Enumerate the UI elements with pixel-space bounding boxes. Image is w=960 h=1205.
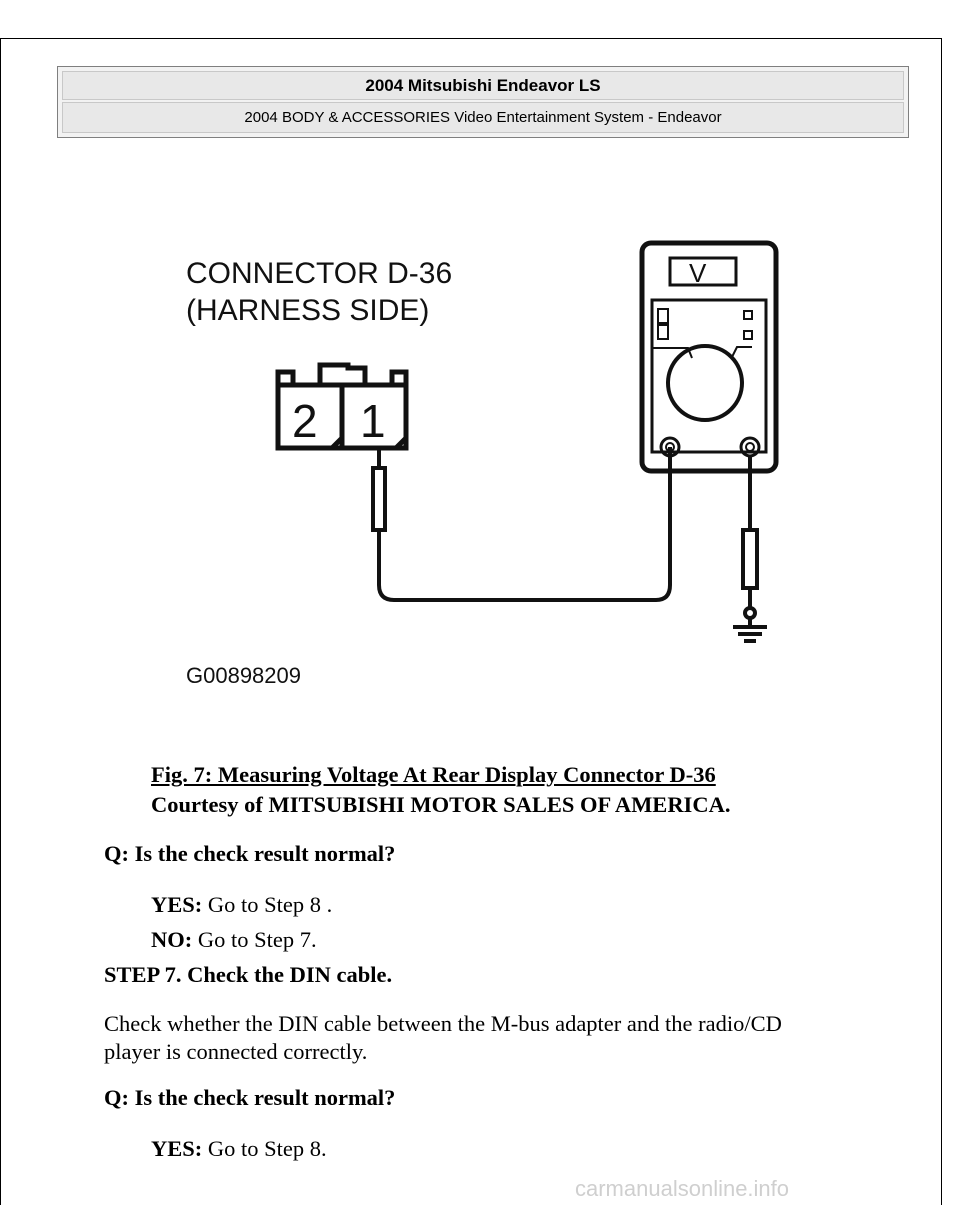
body-line-1: Check whether the DIN cable between the M-bus adapter and the radio/CD bbox=[104, 1011, 782, 1036]
figure-label-line1: CONNECTOR D-36 bbox=[186, 257, 453, 290]
no-label: NO: bbox=[151, 927, 193, 952]
yes-text: Go to Step 8. bbox=[202, 1136, 327, 1161]
connector-pin-2: 2 bbox=[292, 395, 318, 447]
document-header bbox=[57, 66, 909, 138]
figure-caption bbox=[151, 760, 730, 820]
step-7-heading: STEP 7. Check the DIN cable. bbox=[104, 962, 393, 987]
watermark: carmanualsonline.info bbox=[575, 1176, 790, 1201]
figure-label-line2: (HARNESS SIDE) bbox=[186, 294, 430, 327]
no-text: Go to Step 7. bbox=[192, 927, 317, 952]
question-1: Q: Is the check result normal? bbox=[104, 841, 396, 866]
ground-lead bbox=[733, 456, 767, 641]
figure-code: G00898209 bbox=[186, 663, 301, 688]
question-2: Q: Is the check result normal? bbox=[104, 1085, 396, 1110]
answer-yes-2 bbox=[151, 1135, 327, 1163]
connector-pin-1: 1 bbox=[360, 395, 386, 447]
yes-label: YES: bbox=[151, 1136, 203, 1161]
test-lead-cable bbox=[379, 447, 670, 600]
voltage-measurement-figure bbox=[170, 225, 790, 700]
caption-courtesy: Courtesy of MITSUBISHI MOTOR SALES OF AMERICA. bbox=[151, 792, 731, 817]
header-title: 2004 Mitsubishi Endeavor LS bbox=[62, 71, 904, 100]
header-subtitle: 2004 BODY & ACCESSORIES Video Entertainment System - Endeavor bbox=[62, 102, 904, 133]
answer-yes-1 bbox=[151, 891, 332, 919]
yes-text: Go to Step 8 . bbox=[202, 892, 333, 917]
probe-pin1 bbox=[373, 448, 385, 530]
caption-title: Fig. 7: Measuring Voltage At Rear Display Connector D-36 bbox=[151, 762, 716, 787]
meter-unit-v: V bbox=[689, 258, 707, 288]
answer-no-1 bbox=[151, 926, 317, 954]
yes-label: YES: bbox=[151, 892, 203, 917]
body-line-2: player is connected correctly. bbox=[104, 1039, 368, 1064]
step-7-body bbox=[104, 1010, 782, 1066]
voltmeter bbox=[642, 243, 776, 471]
